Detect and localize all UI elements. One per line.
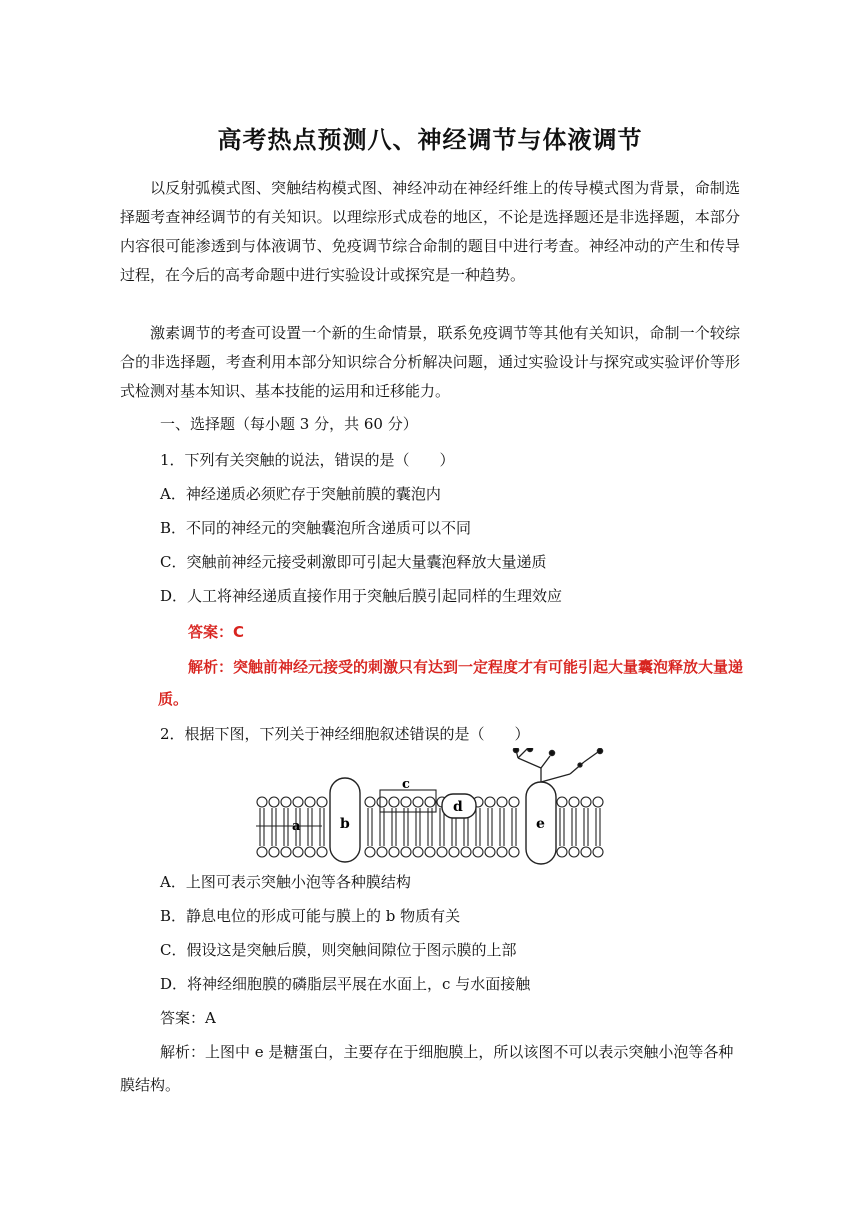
phospholipid bbox=[281, 847, 291, 857]
phospholipid bbox=[257, 797, 267, 807]
phospholipid bbox=[509, 797, 519, 807]
phospholipid bbox=[569, 797, 579, 807]
label-d: d bbox=[453, 799, 463, 815]
phospholipid bbox=[305, 847, 315, 857]
phospholipid bbox=[365, 847, 375, 857]
phospholipid bbox=[425, 847, 435, 857]
q2-option-c: C．假设这是突触后膜，则突触间隙位于图示膜的上部 bbox=[160, 941, 517, 959]
phospholipid bbox=[413, 847, 423, 857]
q1-answer: 答案：C bbox=[188, 623, 245, 641]
q1-option-a: A．神经递质必须贮存于突触前膜的囊泡内 bbox=[160, 485, 441, 503]
intro-paragraph-1: 以反射弧模式图、突触结构模式图、神经冲动在神经纤维上的传导模式图为背景，命制选择题考查神经调节的有关知识。以理综形式成卷的地区，不论是选择题还是非选择题，本部分内容很可能渗透到与体液调节、免疫调节综合命制的题目中进行考查。神经冲动的产生和传导过程，在今后的高考命题中进行实验设计或探究是一种趋势。 bbox=[120, 179, 740, 284]
q2-answer: 答案：A bbox=[160, 1009, 216, 1027]
label-b: b bbox=[340, 816, 350, 832]
q2-option-b: B．静息电位的形成可能与膜上的 b 物质有关 bbox=[160, 907, 461, 925]
phospholipid bbox=[593, 847, 603, 857]
section-heading: 一、选择题（每小题 3 分，共 60 分） bbox=[160, 415, 418, 433]
membrane-diagram bbox=[252, 748, 612, 866]
page-title: 高考热点预测八、神经调节与体液调节 bbox=[217, 125, 643, 154]
phospholipid bbox=[389, 847, 399, 857]
q1-analysis-continued: 质。 bbox=[158, 690, 189, 708]
phospholipid bbox=[365, 797, 375, 807]
phospholipid bbox=[497, 847, 507, 857]
phospholipid bbox=[269, 847, 279, 857]
phospholipid bbox=[317, 797, 327, 807]
phospholipid bbox=[317, 847, 327, 857]
phospholipid bbox=[377, 847, 387, 857]
phospholipid bbox=[257, 847, 267, 857]
q2-option-a: A．上图可表示突触小泡等各种膜结构 bbox=[160, 873, 411, 891]
phospholipid bbox=[269, 797, 279, 807]
phospholipid bbox=[473, 847, 483, 857]
phospholipid bbox=[377, 797, 387, 807]
phospholipid bbox=[461, 847, 471, 857]
q1-option-b: B．不同的神经元的突触囊泡所含递质可以不同 bbox=[160, 519, 472, 537]
q1-option-c: C．突触前神经元接受刺激即可引起大量囊泡释放大量递质 bbox=[160, 553, 547, 571]
q1-stem: 1．下列有关突触的说法，错误的是（ ） bbox=[160, 451, 455, 469]
phospholipid bbox=[449, 847, 459, 857]
phospholipid bbox=[425, 797, 435, 807]
label-e: e bbox=[536, 816, 545, 832]
phospholipid bbox=[437, 847, 447, 857]
phospholipid bbox=[305, 797, 315, 807]
phospholipid bbox=[293, 797, 303, 807]
intro-paragraph-2: 激素调节的考查可设置一个新的生命情景，联系免疫调节等其他有关知识，命制一个较综合的非选择题，考查利用本部分知识综合分析解决问题，通过实验设计与探究或实验评价等形式检测对基本知识、基本技能的运用和迁移能力。 bbox=[120, 324, 740, 400]
q2-analysis: 解析：上图中 e 是糖蛋白，主要存在于细胞膜上，所以该图不可以表示突触小泡等各种 bbox=[160, 1043, 734, 1061]
phospholipid bbox=[569, 847, 579, 857]
phospholipid bbox=[485, 797, 495, 807]
phospholipid bbox=[593, 797, 603, 807]
phospholipid bbox=[485, 847, 495, 857]
phospholipid bbox=[293, 847, 303, 857]
q2-option-d: D．将神经细胞膜的磷脂层平展在水面上，c 与水面接触 bbox=[160, 975, 531, 993]
q2-stem: 2．根据下图，下列关于神经细胞叙述错误的是（ ） bbox=[160, 725, 530, 743]
q1-analysis: 解析：突触前神经元接受的刺激只有达到一定程度才有可能引起大量囊泡释放大量递 bbox=[188, 658, 744, 676]
phospholipid bbox=[557, 847, 567, 857]
phospholipid bbox=[581, 847, 591, 857]
phospholipid bbox=[509, 847, 519, 857]
q2-analysis-continued: 膜结构。 bbox=[120, 1076, 181, 1094]
phospholipid bbox=[557, 797, 567, 807]
phospholipid bbox=[401, 797, 411, 807]
phospholipid bbox=[413, 797, 423, 807]
phospholipid bbox=[497, 797, 507, 807]
phospholipid bbox=[389, 797, 399, 807]
label-c: c bbox=[402, 777, 410, 792]
phospholipid bbox=[401, 847, 411, 857]
sugar-chains bbox=[513, 748, 602, 782]
phospholipid bbox=[581, 797, 591, 807]
q1-option-d: D．人工将神经递质直接作用于突触后膜引起同样的生理效应 bbox=[160, 587, 563, 605]
phospholipid bbox=[281, 797, 291, 807]
label-a: a bbox=[292, 819, 301, 834]
